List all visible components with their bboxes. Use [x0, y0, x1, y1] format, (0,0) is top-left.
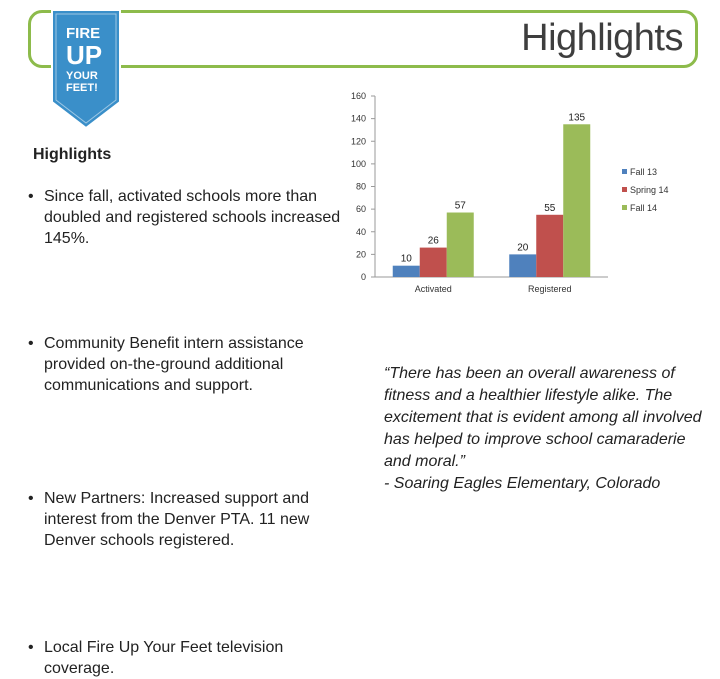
y-tick-label: 160	[350, 91, 366, 101]
bar-chart	[340, 88, 710, 300]
bullet-dot: •	[28, 188, 34, 205]
quote-attribution: - Soaring Eagles Elementary, Colorado	[384, 475, 661, 492]
legend-label: Spring 14	[630, 185, 669, 195]
data-label: 135	[568, 112, 586, 124]
legend-swatch	[622, 169, 627, 174]
x-tick-label: Registered	[527, 284, 572, 294]
bar-fall-13-registered	[509, 254, 536, 277]
y-tick-label: 140	[350, 113, 366, 124]
bullet-item	[24, 333, 354, 396]
bar-spring-14-activated	[420, 248, 447, 277]
bullet-text: Community Benefit intern assistance provided on-the-ground additional communications and support.	[44, 335, 304, 394]
bullet-text: Since fall, activated schools more than doubled and registered schools increased 145%.	[44, 188, 341, 247]
bar-fall-14-activated	[447, 213, 474, 277]
chart-canvas	[340, 88, 710, 300]
logo-text-feet: FEET!	[66, 82, 98, 94]
bullet-item	[24, 186, 354, 249]
quote-text: “There has been an overall awareness of fitness and a healthier lifestyle alike. The excitement that is evident among all involved has helped to improve school camaraderie and moral.”	[384, 365, 702, 470]
section-heading: Highlights	[33, 146, 112, 163]
data-label: 57	[454, 200, 466, 212]
bullet-dot: •	[28, 335, 34, 352]
y-tick-label: 40	[355, 226, 366, 237]
x-tick-label: Activated	[414, 284, 452, 294]
y-tick-label: 120	[350, 136, 366, 147]
legend-swatch	[622, 205, 627, 210]
data-label: 26	[427, 235, 439, 247]
y-tick-label: 80	[355, 181, 366, 192]
bullet-text: New Partners: Increased support and interest from the Denver PTA. 11 new Denver schools registered.	[44, 490, 310, 549]
data-label: 55	[544, 202, 556, 214]
y-tick-label: 60	[355, 204, 366, 215]
bar-fall-14-registered	[563, 124, 590, 277]
legend-label: Fall 13	[630, 167, 658, 177]
bar-spring-14-registered	[536, 215, 563, 277]
legend-swatch	[622, 187, 627, 192]
logo-text-your: YOUR	[66, 70, 98, 82]
bullet-item	[24, 488, 354, 551]
testimonial-quote	[384, 363, 704, 495]
fire-up-your-feet-logo	[50, 10, 122, 128]
slide-title: Highlights	[521, 17, 683, 59]
y-tick-label: 0	[360, 272, 366, 282]
bullet-dot: •	[28, 639, 34, 656]
data-label: 20	[517, 242, 529, 254]
bar-fall-13-activated	[393, 266, 420, 277]
y-tick-label: 20	[355, 249, 366, 260]
data-label: 10	[400, 253, 412, 265]
y-tick-label: 100	[350, 158, 366, 169]
legend-label: Fall 14	[630, 203, 658, 213]
bullet-list	[24, 186, 354, 677]
bullet-text: Local Fire Up Your Feet television coverage.	[44, 639, 284, 677]
bullet-dot: •	[28, 490, 34, 507]
bullet-item	[24, 637, 354, 679]
logo-text-fire: FIRE	[66, 25, 101, 42]
title-frame	[28, 10, 698, 68]
logo-text-up: UP	[66, 40, 103, 70]
